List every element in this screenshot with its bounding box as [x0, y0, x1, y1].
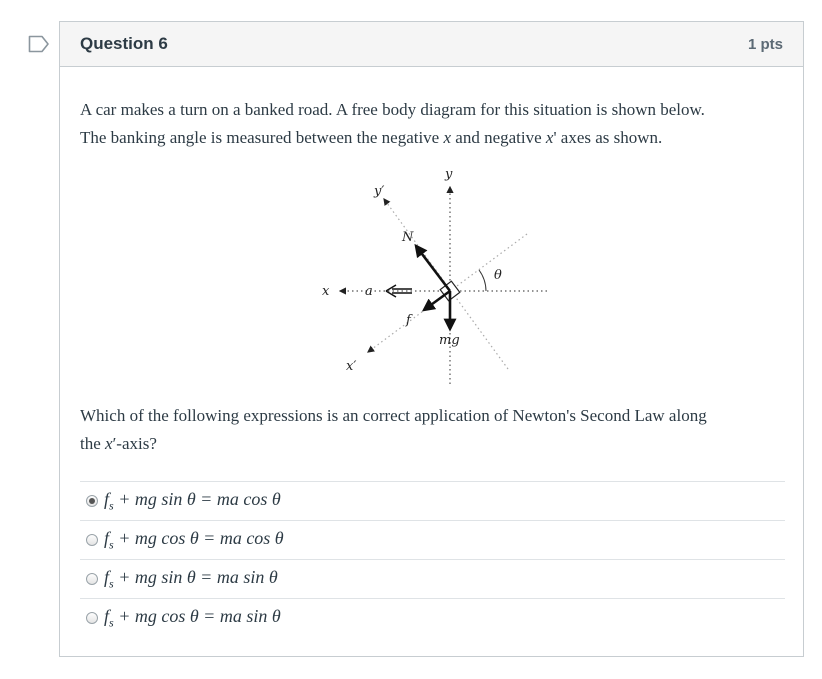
answer-radio-4[interactable] [86, 612, 98, 624]
intro-line-1: A car makes a turn on a banked road. A free body diagram for this situation is shown below. [80, 100, 705, 119]
answer-text-1: $f_s$ + mg sin θ = ma cos θ [104, 488, 281, 513]
label-mg: mg [439, 333, 460, 348]
question-title: Question 6 [80, 34, 168, 53]
question-card [59, 21, 804, 657]
answer-option-4[interactable] [80, 599, 785, 637]
answer-text-3: $f_s$ + mg sin θ = ma sin θ [104, 566, 278, 591]
question-header [60, 22, 803, 67]
prompt-line-2: the x′-axis? [80, 434, 157, 453]
answer-radio-3[interactable] [86, 573, 98, 585]
answer-text-4: $f_s$ + mg cos θ = ma sin θ [104, 605, 281, 630]
answer-radio-2[interactable] [86, 534, 98, 546]
label-N: N [402, 230, 414, 245]
answer-list [80, 481, 785, 637]
label-theta: θ [494, 268, 502, 283]
answer-option-2[interactable] [80, 521, 785, 560]
label-f: f [406, 313, 411, 328]
answer-text-2: $f_s$ + mg cos θ = ma cos θ [104, 527, 284, 552]
question-prompt [80, 402, 783, 458]
label-y: y [445, 169, 453, 182]
question-intro [80, 96, 783, 152]
label-a: a [365, 284, 373, 299]
intro-line-2: The banking angle is measured between the negative x and negative x' axes as shown. [80, 128, 663, 147]
prompt-line-1: Which of the following expressions is an correct application of Newton's Second Law along [80, 406, 707, 425]
label-y-prime: y′ [374, 184, 385, 199]
free-body-diagram [312, 169, 552, 389]
theta-arc [479, 270, 486, 291]
friction-vector [424, 291, 450, 310]
label-x: x [322, 284, 330, 299]
question-points: 1 pts [747, 35, 783, 53]
answer-option-3[interactable] [80, 560, 785, 599]
label-x-prime: x′ [346, 359, 357, 374]
normal-force-vector [416, 246, 450, 291]
answer-option-1[interactable] [80, 482, 785, 521]
flag-question-icon[interactable] [28, 35, 50, 53]
answer-radio-1[interactable] [86, 495, 98, 507]
